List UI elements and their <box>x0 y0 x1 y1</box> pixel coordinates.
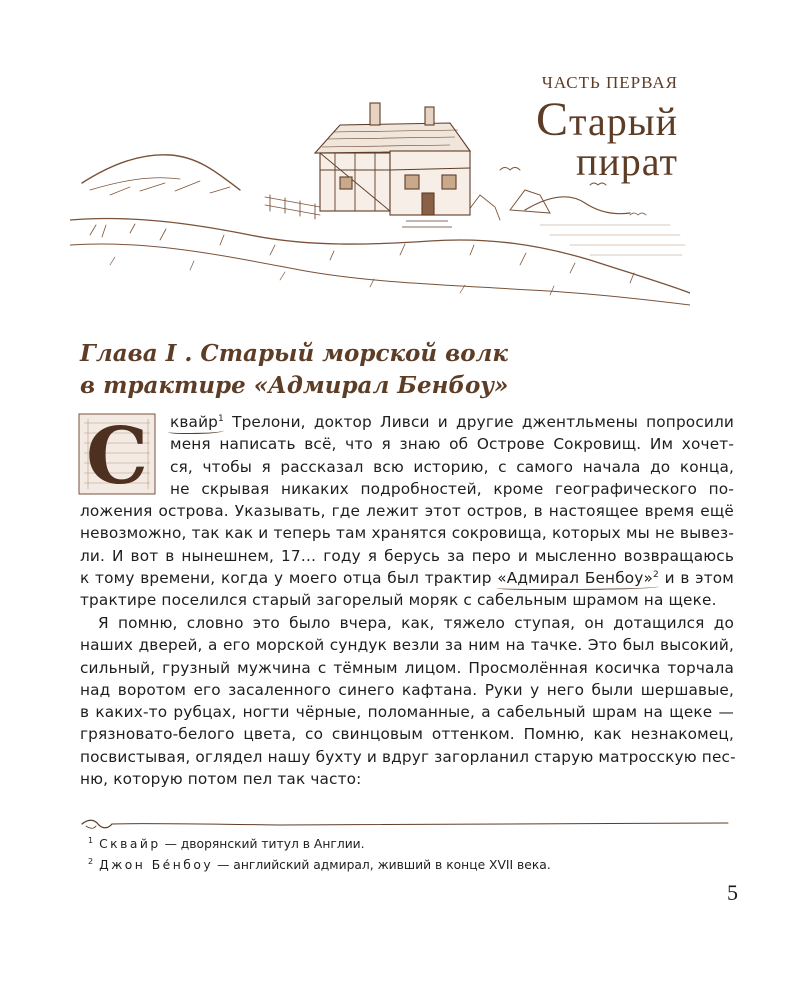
drop-cap-letter: С <box>85 413 149 495</box>
chapter-title-line1: Глава I . Старый морской волк <box>80 340 508 367</box>
footnote-2 <box>88 855 551 876</box>
text-span: к тому времени, когда у моего отца был трактир <box>80 569 498 588</box>
footnote-term: Джон Бе́нбоу <box>99 858 214 872</box>
chapter-title <box>80 338 508 402</box>
part-title-initial: С <box>535 93 569 146</box>
footnote-ref-2[interactable]: 2 <box>653 570 659 581</box>
footnote-1 <box>88 834 551 855</box>
text-line: трактире поселился старый загорелый моряк с сабельным шрамом на щеке. <box>80 591 717 610</box>
footnotes <box>88 834 551 876</box>
footnote-divider <box>80 817 730 831</box>
footnote-mark: 1 <box>88 836 94 845</box>
text-line <box>80 411 734 433</box>
text-line: ся, чтобы я рассказал всю историю, с самого начала до конца, <box>170 457 734 476</box>
part-label: ЧАСТЬ ПЕРВАЯ <box>541 73 678 92</box>
text-span: Трелони, доктор Ливси и другие джентльмены попросили <box>223 413 734 431</box>
part-title-line1-rest: тарый <box>568 99 678 144</box>
text-line: наших дверей, а его морской сундук везли за ним на тачке. Это был высокий, <box>80 636 734 655</box>
paragraph-1 <box>80 411 734 612</box>
text-span: и в этом <box>658 569 734 588</box>
squire-term: квайр <box>170 413 219 431</box>
text-line <box>80 567 734 589</box>
chapter-title-line2: в трактире «Адмирал Бенбоу» <box>80 372 509 399</box>
page-number: 5 <box>727 880 738 905</box>
text-line: Я помню, словно это было вчера, как, тяжело ступая, он дотащился до <box>98 614 734 632</box>
text-line: над воротом его засаленного синего кафтана. Руки у него были шершавые, <box>80 680 734 699</box>
text-line: сильный, грузный мужчина с тёмным лицом. Просмолённая косичка торчала <box>80 658 734 677</box>
text-line: невозможно, так как и теперь там хранятся сокровища, которых мы не вывез- <box>80 524 734 543</box>
text-line: ню, которую потом пел так часто: <box>80 770 362 789</box>
text-line: в каких-то рубцах, ногти чёрные, поломанные, а сабельный шрам на щеке — <box>80 703 734 722</box>
footnote-ref-1[interactable]: 1 <box>218 414 224 424</box>
admiral-benbow-term: «Адмирал Бенбоу» <box>497 569 654 588</box>
text-line: грязновато-белого цвета, со свинцовым оттенком. Помню, как незнакомец, <box>80 725 734 744</box>
footnote-mark: 2 <box>88 857 94 866</box>
paragraph-2 <box>80 612 734 790</box>
footnote-term: Сквайр <box>99 837 161 851</box>
part-title <box>535 93 678 184</box>
part-title-line2: пират <box>575 139 678 184</box>
text-line: ложения острова. Указывать, где лежит этот остров, в настоящее время ещё <box>80 502 734 521</box>
text-line: не скрывая никаких подробностей, кроме географического по- <box>170 479 734 498</box>
text-line: ли. И вот в нынешнем, 17… году я берусь за перо и мысленно возвращаюсь <box>80 546 734 565</box>
footnote-text: — английский адмирал, живший в конце XVII века. <box>213 858 551 872</box>
footnote-text: — дворянский титул в Англии. <box>160 837 365 851</box>
text-line: посвистывая, оглядел нашу бухту и вдруг загорланил старую матросскую пес- <box>80 747 736 766</box>
text-line: меня написать всё, что я знаю об Острове Сокровищ. Им хочет- <box>170 435 734 454</box>
